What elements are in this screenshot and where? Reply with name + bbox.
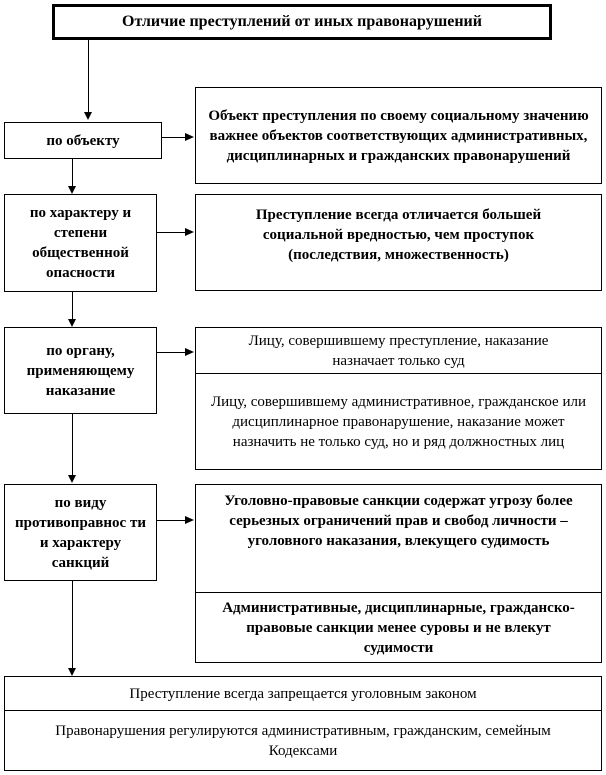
description-text: Преступление всегда отличается большей социальной вредностью, чем проступок (последствия, множественность) [255, 207, 542, 263]
connector-h [157, 352, 186, 353]
description-text: Объект преступления по своему социальному значению важнее объектов соответствующих административных, дисциплинарных и гражданских правонарушений [208, 107, 589, 164]
criterion-danger [4, 194, 157, 292]
description-text: Административные, дисциплинарные, гражданско-правовые санкции менее суровы и не влекут судимости [222, 599, 575, 656]
description-text: Уголовно-правовые санкции содержат угрозу более серьезных ограничений прав и свобод личности – уголовного наказания, влекущего судимость [224, 493, 573, 549]
arrow-down-icon [68, 319, 76, 327]
law-text: Правонарушения регулируются административным, гражданским, семейным Кодексами [55, 722, 551, 759]
description-object [195, 87, 602, 184]
criterion-sanctions [4, 484, 157, 581]
description-authority [195, 327, 602, 470]
criterion-authority [4, 327, 157, 414]
arrow-down-icon [68, 475, 76, 483]
criterion-object [4, 122, 162, 159]
main-connector-4 [72, 414, 73, 478]
main-connector-5 [72, 581, 73, 671]
arrow-right-icon [185, 133, 194, 141]
criterion-label: по объекту [46, 132, 120, 149]
arrow-right-icon [185, 516, 194, 524]
criterion-label: по органу, применяющему наказание [26, 342, 135, 399]
description-text: Лицу, совершившему преступление, наказание назначает только суд [248, 332, 549, 369]
arrow-down-icon [84, 112, 92, 120]
law-box [4, 676, 602, 771]
law-text: Преступление всегда запрещается уголовным законом [129, 685, 477, 702]
connector-h [157, 232, 186, 233]
description-text: Лицу, совершившему административное, гражданское или дисциплинарное правонарушение, наказание может назначить не только суд, но и ряд должностных лиц [210, 393, 586, 450]
connector-h [157, 520, 186, 521]
description-danger [195, 194, 602, 291]
main-connector-2 [72, 159, 73, 189]
main-connector-3 [72, 292, 73, 322]
criterion-label: по виду противоправнос ти и характеру санкций [15, 494, 146, 571]
arrow-down-icon [68, 668, 76, 676]
arrow-right-icon [185, 228, 194, 236]
description-sanctions [195, 484, 602, 663]
arrow-down-icon [68, 186, 76, 194]
main-connector-top [88, 40, 89, 116]
diagram-title: Отличие преступлений от иных правонарушений [52, 4, 552, 40]
criterion-label: по характеру и степени общественной опасности [29, 205, 132, 281]
arrow-right-icon [185, 348, 194, 356]
connector-h [162, 137, 186, 138]
